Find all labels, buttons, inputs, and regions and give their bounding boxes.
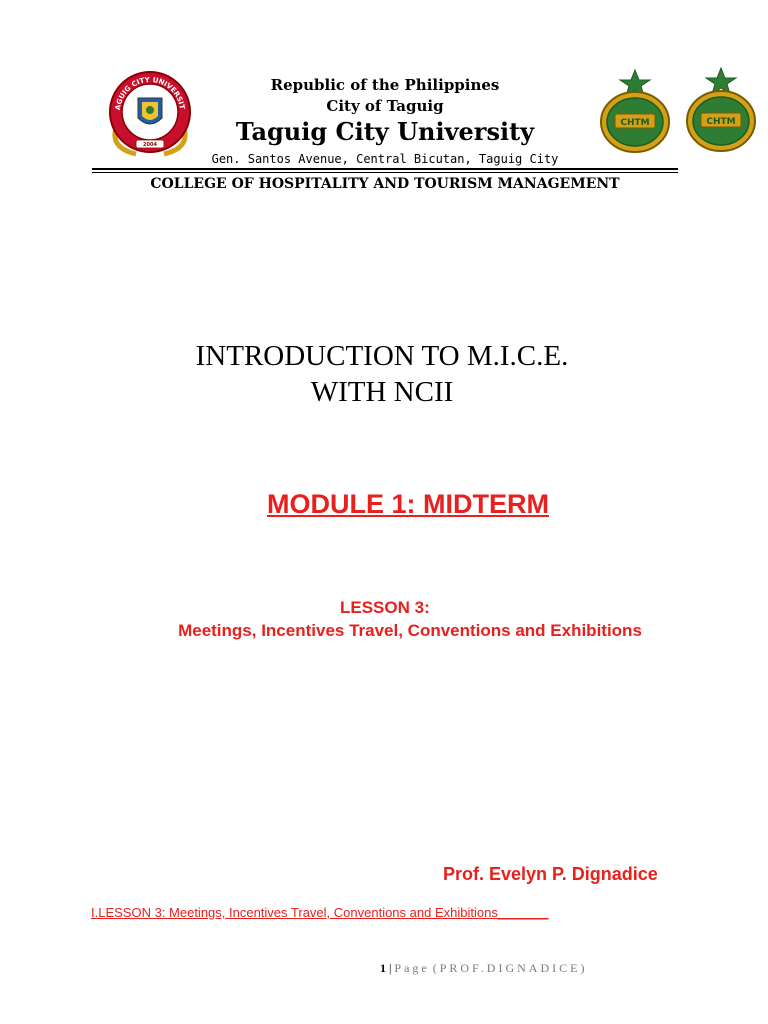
university-address: Gen. Santos Avenue, Central Bicutan, Taguig City — [211, 152, 559, 166]
page-number: 1 — [380, 961, 386, 975]
header-republic: Republic of the Philippines — [270, 76, 500, 94]
chtm-logo-secondary — [680, 66, 762, 154]
course-title-line1: INTRODUCTION TO M.I.C.E. — [195, 340, 569, 372]
footer-byline: (PROF.DIGNADICE) — [432, 961, 588, 975]
header-divider — [92, 168, 678, 170]
header-divider-thin — [92, 172, 678, 173]
page-footer — [380, 961, 587, 976]
author-name: Prof. Evelyn P. Dignadice — [443, 864, 658, 884]
university-name: Taguig City University — [235, 117, 535, 146]
lesson-number: LESSON 3: — [340, 598, 430, 617]
lesson-title: Meetings, Incentives Travel, Conventions and Exhibitions — [178, 621, 642, 640]
toc-entry-link[interactable]: I.LESSON 3: Meetings, Incentives Travel, Conventions and Exhibitions_______ — [91, 905, 549, 920]
svg-text:TAGUIG CITY UNIVERSITY: AGUIG CITY UNIVERSIT — [113, 75, 186, 111]
college-name: COLLEGE OF HOSPITALITY AND TOURISM MANAGEMENT — [150, 176, 620, 192]
footer-separator: | — [389, 961, 392, 975]
footer-page-word: Page — [394, 961, 430, 975]
course-title-line2: WITH NCII — [310, 376, 454, 408]
university-seal-logo — [106, 68, 194, 160]
module-heading: MODULE 1: MIDTERM — [267, 489, 549, 519]
header-city: City of Taguig — [326, 97, 444, 115]
seal-year-text: 2004 — [143, 142, 157, 148]
chtm-logo-text: CHTM — [620, 118, 650, 128]
chtm-logo — [594, 68, 676, 154]
chtm-logo-secondary-text: CHTM — [706, 117, 736, 127]
